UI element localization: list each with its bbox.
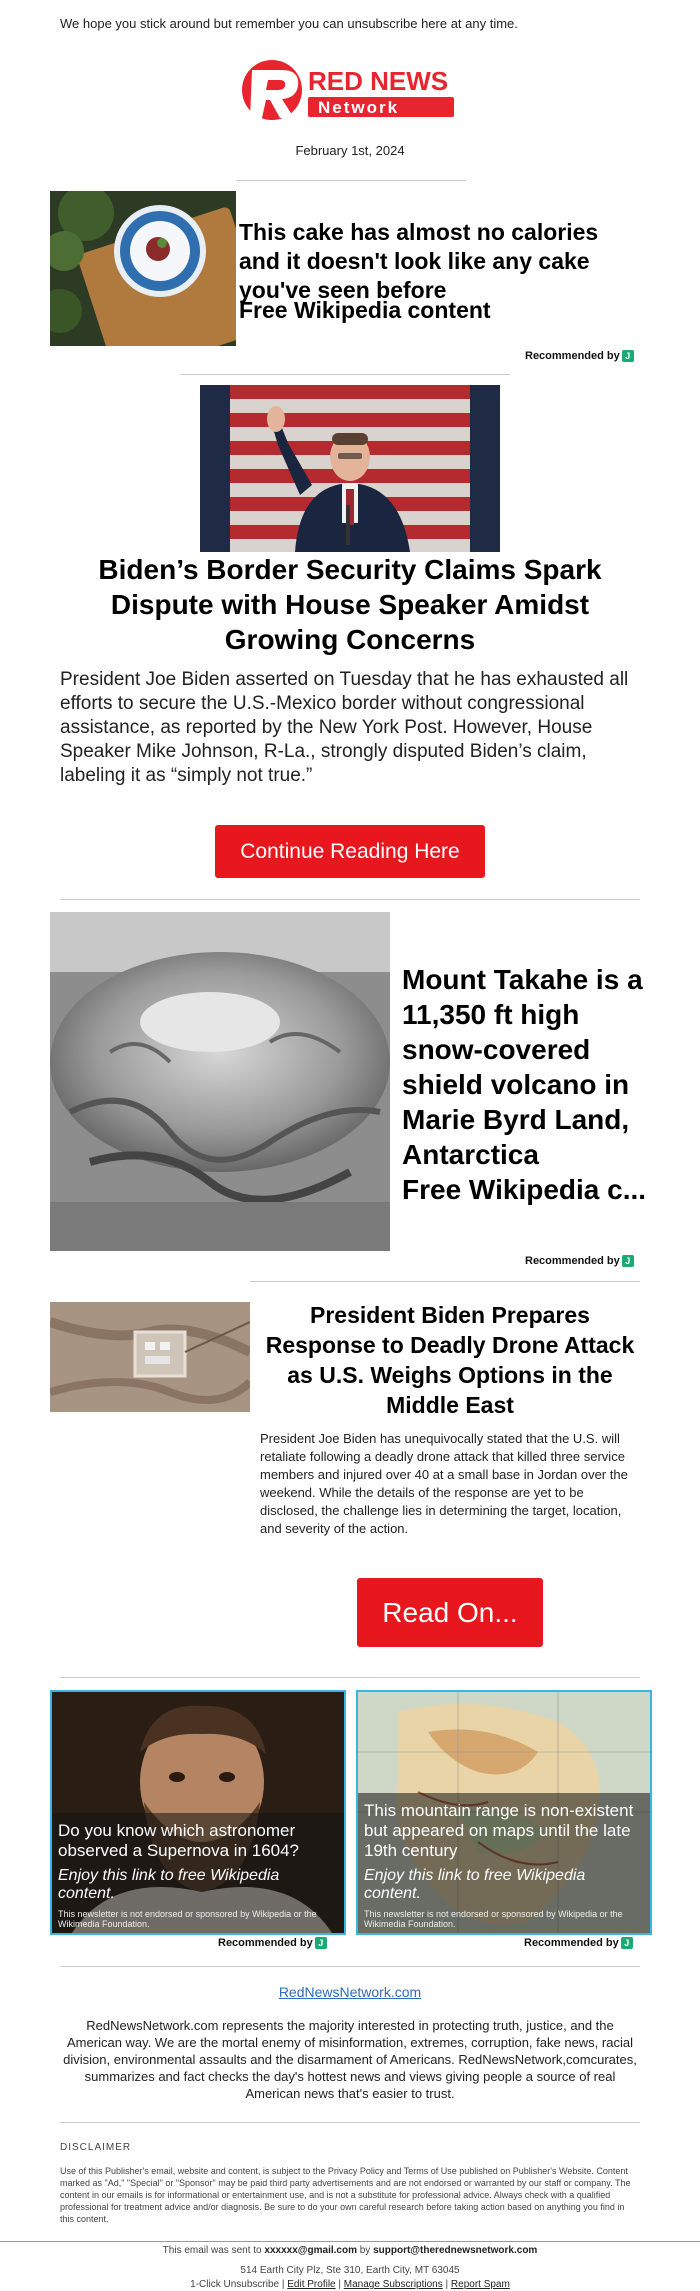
recommended-by-label[interactable] <box>525 1255 634 1267</box>
logo-mark-icon <box>238 52 468 130</box>
logo-line1: RED NEWS <box>308 66 449 96</box>
card-subtitle: Enjoy this link to free Wikipedia content. <box>364 1867 586 1902</box>
site-link[interactable]: RedNewsNetwork.com <box>278 1984 422 2000</box>
cake-image[interactable] <box>50 191 236 346</box>
ad2-title[interactable]: Mount Takahe is a 11,350 ft high snow-covered shield volcano in Marie Byrd Land, Antarctica <box>402 964 643 1170</box>
ad1-title[interactable]: This cake has almost no calories and it doesn't look like any cake you've seen before <box>239 219 599 303</box>
map-card[interactable] <box>356 1690 652 1935</box>
ad2-subtitle[interactable]: Free Wikipedia c... <box>402 1174 647 1205</box>
recommended-by-text: Recommended by <box>525 1255 620 1267</box>
article1-headline[interactable]: Biden’s Border Security Claims Spark Dispute with House Speaker Amidst Growing Concerns <box>98 554 602 655</box>
recommended-by-label[interactable] <box>524 1937 633 1949</box>
link-separator: | <box>281 2279 285 2290</box>
recipient-email: xxxxxx@gmail.com <box>264 2245 357 2256</box>
link-separator: | <box>338 2279 341 2290</box>
issue-date: February 1st, 2024 <box>295 143 405 158</box>
ad1-subtitle[interactable]: Free Wikipedia content <box>239 297 491 323</box>
recommender-badge-icon: J <box>622 1255 634 1267</box>
divider <box>60 899 640 900</box>
card-title: Do you know which astronomer observed a Supernova in 1604? <box>58 1821 300 1860</box>
unsubscribe-note-link[interactable]: We hope you stick around but remember you can unsubscribe here at any time. <box>60 16 518 31</box>
continue-reading-button[interactable]: Continue Reading Here <box>215 825 485 878</box>
astronomer-card[interactable] <box>50 1690 346 1935</box>
card-subtitle: Enjoy this link to free Wikipedia content. <box>58 1867 280 1902</box>
disclaimer-heading: DISCLAIMER <box>60 2142 132 2153</box>
speaker-photo[interactable] <box>200 385 500 552</box>
recommender-badge-icon: J <box>315 1937 327 1949</box>
recommended-by-label[interactable] <box>525 350 634 362</box>
brand-logo[interactable] <box>238 52 468 130</box>
divider <box>180 374 510 375</box>
volcano-image[interactable] <box>50 912 390 1251</box>
edit-profile-link[interactable]: Edit Profile <box>287 2279 336 2290</box>
sent-by: by <box>359 2245 371 2256</box>
disclaimer-body: Use of this Publisher's email, website and content, is subject to the Privacy Policy and Terms of Use published on Publisher's Website. Content marked as "Ad," "Special" or "Sponsor" may be paid third party advertisements and are not endorsed or warranted by our staff or company. The content in our emails is for informational or entertainment use, and is not a substitute for professional advice. Always check with a qualified professional for treatment advice and/or diagnosis. Be sure to do your own careful research before taking action based on anything you find in this content. <box>60 2166 631 2224</box>
divider <box>0 2241 700 2242</box>
divider <box>60 1966 640 1967</box>
drone-base-image[interactable] <box>50 1302 250 1412</box>
article2-headline[interactable]: President Biden Prepares Response to Deadly Drone Attack as U.S. Weighs Options in the Middle East <box>265 1302 635 1418</box>
logo-line2: Network <box>318 98 400 117</box>
card-title: This mountain range is non-existent but appeared on maps until the late 19th century <box>364 1801 634 1860</box>
recommender-badge-icon: J <box>621 1937 633 1949</box>
article2-body: President Joe Biden has unequivocally stated that the U.S. will retaliate following a deadly drone attack that killed three service members and injured over 40 at a small base in Jordan over the weekend. While the details of the response are yet to be disclosed, the challenge lies in determining the target, location, and severity of the action. <box>260 1431 628 1536</box>
footer-links <box>0 2279 700 2290</box>
recommended-by-text: Recommended by <box>524 1937 619 1949</box>
divider <box>60 1677 640 1678</box>
recommended-by-text: Recommended by <box>218 1937 313 1949</box>
article1-body: President Joe Biden asserted on Tuesday that he has exhausted all efforts to secure the U.S.-Mexico border without congressional assistance, as reported by the New York Post. However, House Speaker Mike Johnson, R-La., strongly disputed Biden’s claim, labeling it as “simply not true.” <box>60 669 629 786</box>
divider <box>236 180 466 181</box>
recommended-by-text: Recommended by <box>525 350 620 362</box>
recommended-by-label[interactable] <box>218 1937 327 1949</box>
card-caption <box>52 1813 344 1933</box>
sender-email[interactable]: support@therednewsnetwork.com <box>373 2245 538 2256</box>
read-on-button[interactable]: Read On... <box>357 1578 543 1647</box>
sent-to-line <box>0 2245 700 2256</box>
divider <box>60 2122 640 2123</box>
link-separator: | <box>445 2279 449 2290</box>
sent-prefix: This email was sent to <box>162 2245 262 2256</box>
manage-subscriptions-link[interactable]: Manage Subscriptions <box>343 2279 443 2290</box>
recommender-badge-icon: J <box>622 350 634 362</box>
mailing-address: 514 Earth City Plz, Ste 310, Earth City, MT 63045 <box>240 2265 460 2276</box>
card-caption <box>358 1793 650 1933</box>
divider <box>250 1281 640 1282</box>
card-disclaimer: This newsletter is not endorsed or sponsored by Wikipedia or the Wikimedia Foundation. <box>364 1909 623 1929</box>
unsubscribe-link[interactable]: 1-Click Unsubscribe <box>190 2279 280 2290</box>
card-disclaimer: This newsletter is not endorsed or sponsored by Wikipedia or the Wikimedia Foundation. <box>58 1909 317 1929</box>
about-text: RedNewsNetwork.com represents the majority interested in protecting truth, justice, and the American way. We are the mortal enemy of misinformation, extremes, corruption, fake news, racial division, environmental assaults and the disarmament of Americans. RedNewsNetwork,comcurates, summarizes and fact checks the day's hottest news and views giving people a source of real American news that's easier to trust. <box>63 2018 637 2101</box>
report-spam-link[interactable]: Report Spam <box>450 2279 510 2290</box>
